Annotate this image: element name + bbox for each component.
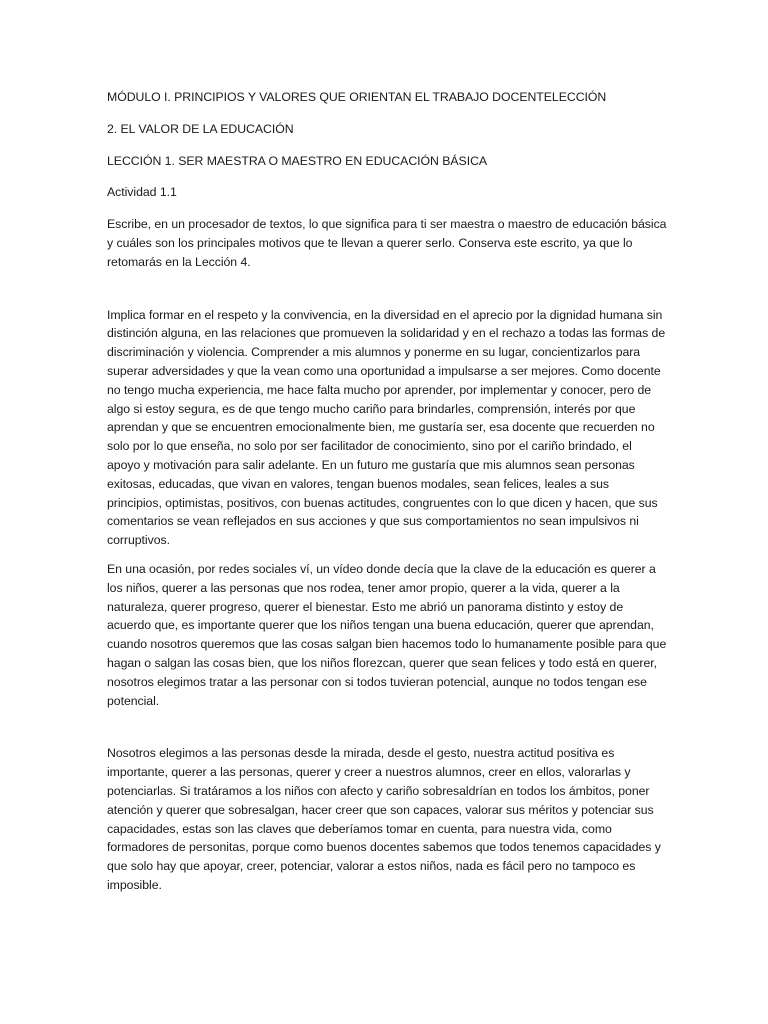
activity-instructions: Escribe, en un procesador de textos, lo que significa para ti ser maestra o maestro de educación básica y cuáles son los principales motivos que te llevan a querer serlo. Conserva este escrito, ya que lo retomarás en la Lección 4.	[107, 217, 667, 269]
document-body	[107, 88, 667, 895]
module-title: MÓDULO I. PRINCIPIOS Y VALORES QUE ORIENTAN EL TRABAJO DOCENTELECCIÓN	[107, 90, 607, 104]
activity-title: Actividad 1.1	[107, 185, 177, 200]
body-paragraph: Implica formar en el respeto y la convivencia, en la diversidad en el aprecio por la dignidad humana sin distinción alguna, en las relaciones que promueven la solidaridad y en el rechazo a todas las formas de discriminación y violencia. Comprender a mis alumnos y ponerme en su lugar, concientizarlos para superar adversidades y que la vean como una oportunidad a impulsarse a ser mejores. Como docente no tengo mucha experiencia, me hace falta mucho por aprender, por implementar y conocer, pero de algo si estoy segura, es de que tengo mucho cariño para brindarles, comprensión, interés por que aprendan y que se encuentren emocionalmente bien, me gustaría ser, esa docente que recuerden no solo por lo que enseña, no solo por ser facilitador de conocimiento, sino por el cariño brindado, el apoyo y motivación para salir adelante. En un futuro me gustaría que mis alumnos sean personas exitosas, educadas, que vivan en valores, tengan buenos modales, sean felices, leales a sus principios, optimistas, positivos, con buenas actitudes, congruentes con lo que dicen y hacen, que sus comentarios se vean reflejados en sus acciones y que sus comportamientos no sean impulsivos ni corruptivos.	[107, 307, 666, 548]
body-paragraph: Nosotros elegimos a las personas desde la mirada, desde el gesto, nuestra actitud positiva es importante, querer a las personas, querer y creer a nuestros alumnos, creer en ellos, valorarlas y potenciarlas. Si tratáramos a los niños con afecto y cariño sobresaldrían en todos los ámbitos, poner atención y querer que sobresalgan, hacer creer que son capaces, valorar sus méritos y potenciar sus capacidades, estas son las claves que deberíamos tomar en cuenta, para nuestra vida, como formadores de personitas, porque como buenos docentes sabemos que todos tenemos capacidades y que solo hay que apoyar, creer, potenciar, valorar a estos niños, nada es fácil pero no tampoco es imposible.	[107, 746, 661, 892]
section-title: 2. EL VALOR DE LA EDUCACIÓN	[107, 121, 294, 136]
body-paragraph: En una ocasión, por redes sociales ví, un vídeo donde decía que la clave de la educación es querer a los niños, querer a las personas que nos rodea, tener amor propio, querer a la vida, querer a la naturaleza, querer progreso, querer el bienestar. Esto me abrió un panorama distinto y estoy de acuerdo que, es importante querer que los niños tengan una buena educación, querer que aprendan, cuando nosotros queremos que las cosas salgan bien hacemos todo lo humanamente posible para que hagan o salgan las cosas bien, que los niños florezcan, querer que sean felices y todo está en querer, nosotros elegimos tratar a las personar con si todos tuvieran potencial, aunque no todos tengan ese potencial.	[107, 561, 667, 708]
lesson-title: LECCIÓN 1. SER MAESTRA O MAESTRO EN EDUCACIÓN BÁSICA	[107, 153, 488, 168]
